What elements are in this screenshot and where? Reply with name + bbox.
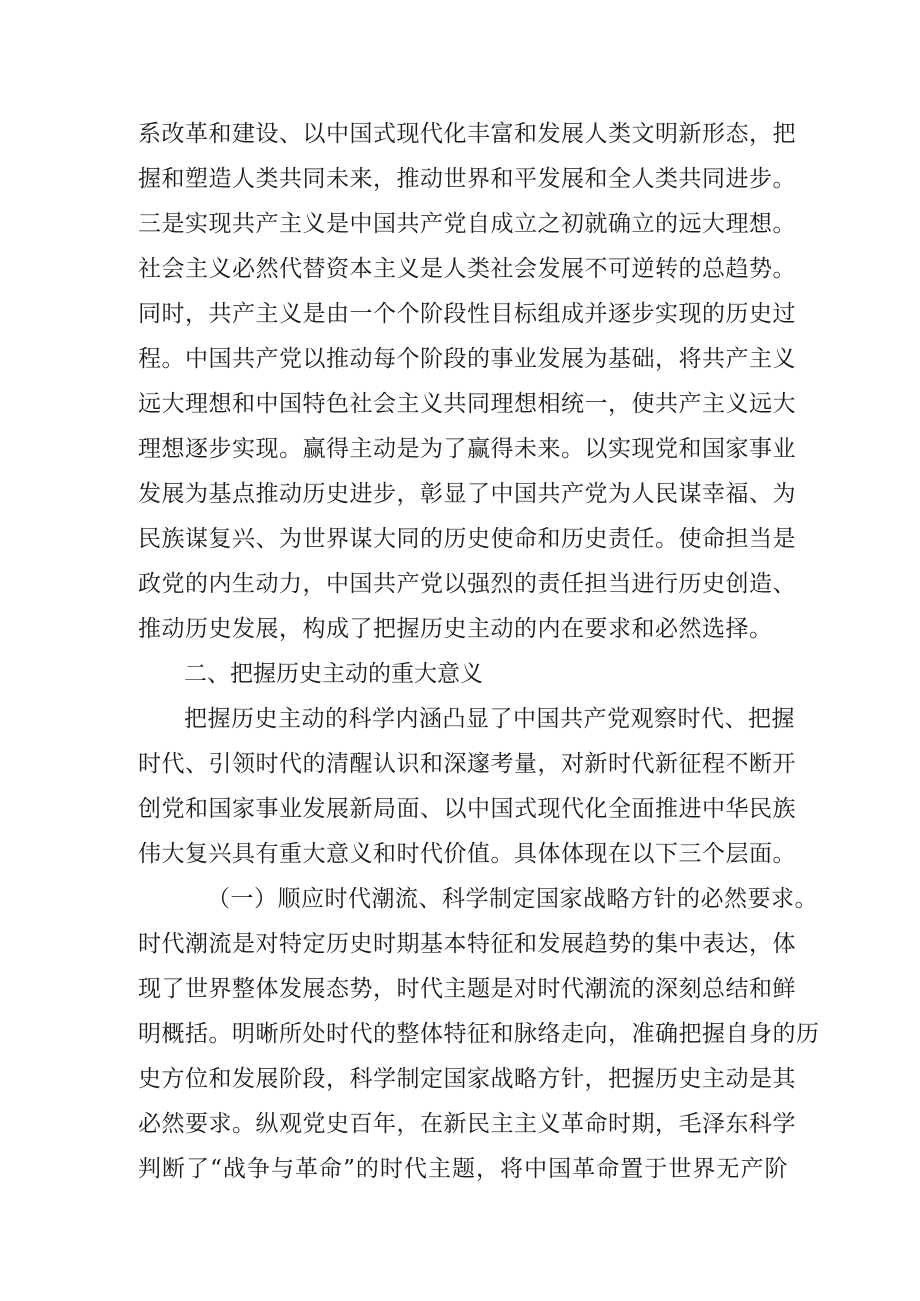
text-line: 时代潮流是对特定历史时期基本特征和发展趋势的集中表达，体 (138, 931, 796, 957)
text-line: 判断了“战争与革命”的时代主题，将中国革命置于世界无产阶 (138, 1156, 788, 1182)
text-line: 程。中国共产党以推动每个阶段的事业发展为基础，将共产主义 (138, 346, 796, 372)
text-line: 社会主义必然代替资本主义是人类社会发展不可逆转的总趋势。 (138, 256, 796, 282)
text-line: 系改革和建设、以中国式现代化丰富和发展人类文明新形态，把 (138, 121, 796, 147)
text-line: 理想逐步实现。赢得主动是为了赢得未来。以实现党和国家事业 (138, 436, 796, 462)
subsection-heading: （一）顺应时代潮流、科学制定国家战略方针的必然要求。 (207, 886, 818, 912)
text-line: 推动历史发展，构成了把握历史主动的内在要求和必然选择。 (138, 616, 773, 642)
text-line: 把握历史主动的科学内涵凸显了中国共产党观察时代、把握 (184, 706, 795, 732)
text-line: 史方位和发展阶段，科学制定国家战略方针，把握历史主动是其 (138, 1066, 796, 1092)
document-body (138, 112, 820, 1192)
text-line: 明概括。明晰所处时代的整体特征和脉络走向，准确把握自身的历 (138, 1021, 820, 1047)
text-line: 时代、引领时代的清醒认识和深邃考量，对新时代新征程不断开 (138, 751, 796, 777)
text-line: 握和塑造人类共同未来，推动世界和平发展和全人类共同进步。 (138, 166, 796, 192)
text-line: 现了世界整体发展态势，时代主题是对时代潮流的深刻总结和鲜 (138, 976, 796, 1002)
text-line: 必然要求。纵观党史百年，在新民主主义革命时期，毛泽东科学 (138, 1111, 796, 1137)
text-line: 政党的内生动力，中国共产党以强烈的责任担当进行历史创造、 (138, 571, 796, 597)
text-line: 发展为基点推动历史进步，彰显了中国共产党为人民谋幸福、为 (138, 481, 796, 507)
text-line: 伟大复兴具有重大意义和时代价值。具体体现在以下三个层面。 (138, 841, 796, 867)
text-line: 远大理想和中国特色社会主义共同理想相统一，使共产主义远大 (138, 391, 796, 417)
text-line: 同时，共产主义是由一个个阶段性目标组成并逐步实现的历史过 (138, 301, 796, 327)
section-heading: 二、把握历史主动的重大意义 (184, 661, 483, 687)
text-line: 创党和国家事业发展新局面、以中国式现代化全面推进中华民族 (138, 796, 796, 822)
text-line: 三是实现共产主义是中国共产党自成立之初就确立的远大理想。 (138, 211, 796, 237)
text-line: 民族谋复兴、为世界谋大同的历史使命和历史责任。使命担当是 (138, 526, 796, 552)
